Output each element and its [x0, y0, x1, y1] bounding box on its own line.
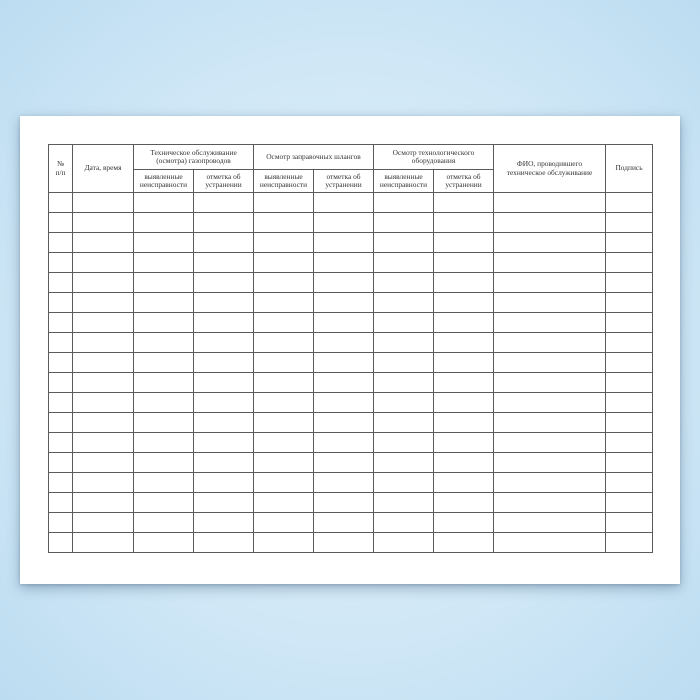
table-cell	[494, 433, 606, 453]
table-cell	[49, 413, 73, 433]
table-cell	[374, 273, 434, 293]
table-cell	[374, 233, 434, 253]
table-row	[49, 333, 653, 353]
table-cell	[194, 273, 254, 293]
table-cell	[606, 393, 653, 413]
table-cell	[134, 393, 194, 413]
table-cell	[314, 373, 374, 393]
table-cell	[374, 293, 434, 313]
table-cell	[49, 353, 73, 373]
header-number: № п/п	[49, 145, 73, 193]
table-cell	[134, 413, 194, 433]
table-cell	[134, 233, 194, 253]
table-row	[49, 533, 653, 553]
header-hose-inspection: Осмотр заправочных шлангов	[254, 145, 374, 170]
table-cell	[73, 313, 134, 333]
table-cell	[49, 433, 73, 453]
table-cell	[374, 333, 434, 353]
table-cell	[434, 233, 494, 253]
header-signature: Подпись	[606, 145, 653, 193]
table-cell	[254, 293, 314, 313]
table-cell	[374, 313, 434, 333]
table-cell	[314, 273, 374, 293]
table-cell	[194, 453, 254, 473]
table-cell	[134, 513, 194, 533]
table-cell	[73, 473, 134, 493]
table-cell	[494, 413, 606, 433]
table-cell	[314, 253, 374, 273]
table-cell	[314, 213, 374, 233]
table-cell	[73, 233, 134, 253]
table-cell	[134, 353, 194, 373]
table-row	[49, 433, 653, 453]
table-cell	[374, 453, 434, 473]
maintenance-log-table	[48, 144, 653, 553]
table-cell	[314, 193, 374, 213]
table-cell	[73, 333, 134, 353]
table-row	[49, 493, 653, 513]
table-cell	[134, 493, 194, 513]
table-cell	[254, 433, 314, 453]
table-cell	[494, 193, 606, 213]
table-cell	[606, 413, 653, 433]
table-cell	[73, 213, 134, 233]
table-cell	[254, 533, 314, 553]
table-cell	[254, 373, 314, 393]
table-cell	[314, 313, 374, 333]
table-cell	[606, 273, 653, 293]
table-cell	[194, 433, 254, 453]
table-row	[49, 293, 653, 313]
header-inspector-name: ФИО, проводившего техническое обслуживание	[494, 145, 606, 193]
table-cell	[494, 473, 606, 493]
table-cell	[49, 533, 73, 553]
table-cell	[494, 393, 606, 413]
table-cell	[494, 213, 606, 233]
table-cell	[434, 513, 494, 533]
table-cell	[606, 193, 653, 213]
table-cell	[374, 413, 434, 433]
table-cell	[314, 493, 374, 513]
table-cell	[606, 233, 653, 253]
table-cell	[194, 193, 254, 213]
table-cell	[49, 273, 73, 293]
table-cell	[254, 513, 314, 533]
table-cell	[194, 233, 254, 253]
table-cell	[494, 493, 606, 513]
table-cell	[194, 293, 254, 313]
table-cell	[494, 293, 606, 313]
table-cell	[494, 233, 606, 253]
table-cell	[314, 473, 374, 493]
table-cell	[194, 253, 254, 273]
table-cell	[494, 333, 606, 353]
table-cell	[434, 393, 494, 413]
table-cell	[434, 433, 494, 453]
table-cell	[434, 353, 494, 373]
table-cell	[434, 333, 494, 353]
table-cell	[374, 473, 434, 493]
table-cell	[314, 533, 374, 553]
table-cell	[606, 493, 653, 513]
table-cell	[73, 413, 134, 433]
table-cell	[314, 453, 374, 473]
table-cell	[606, 433, 653, 453]
table-cell	[254, 193, 314, 213]
table-cell	[434, 453, 494, 473]
table-row	[49, 413, 653, 433]
table-cell	[374, 353, 434, 373]
table-cell	[606, 293, 653, 313]
table-cell	[194, 393, 254, 413]
table-cell	[606, 213, 653, 233]
table-cell	[73, 453, 134, 473]
table-cell	[434, 373, 494, 393]
table-cell	[134, 273, 194, 293]
table-row	[49, 193, 653, 213]
table-cell	[434, 413, 494, 433]
table-cell	[49, 393, 73, 413]
table-cell	[606, 353, 653, 373]
table-cell	[73, 253, 134, 273]
table-cell	[194, 333, 254, 353]
table-cell	[434, 213, 494, 233]
table-cell	[434, 293, 494, 313]
table-cell	[254, 253, 314, 273]
table-cell	[254, 453, 314, 473]
table-cell	[314, 413, 374, 433]
table-cell	[49, 233, 73, 253]
table-row	[49, 213, 653, 233]
table-row	[49, 473, 653, 493]
table-cell	[254, 333, 314, 353]
table-cell	[49, 313, 73, 333]
table-row	[49, 273, 653, 293]
subheader-equipment-faults-found: выявленные неисправности	[374, 170, 434, 193]
table-cell	[254, 413, 314, 433]
table-cell	[374, 373, 434, 393]
table-cell	[134, 213, 194, 233]
table-cell	[494, 533, 606, 553]
table-cell	[254, 393, 314, 413]
table-cell	[606, 333, 653, 353]
table-cell	[49, 213, 73, 233]
table-cell	[134, 533, 194, 553]
table-cell	[314, 433, 374, 453]
table-cell	[194, 413, 254, 433]
table-cell	[374, 253, 434, 273]
table-cell	[494, 253, 606, 273]
table-cell	[49, 253, 73, 273]
table-cell	[194, 313, 254, 333]
table-cell	[494, 313, 606, 333]
table-cell	[73, 353, 134, 373]
table-cell	[73, 513, 134, 533]
table-cell	[73, 293, 134, 313]
table-cell	[254, 493, 314, 513]
table-row	[49, 313, 653, 333]
table-cell	[434, 253, 494, 273]
table-cell	[314, 353, 374, 373]
table-cell	[254, 313, 314, 333]
table-cell	[314, 233, 374, 253]
table-cell	[374, 493, 434, 513]
table-cell	[434, 193, 494, 213]
table-cell	[494, 373, 606, 393]
table-row	[49, 373, 653, 393]
table-cell	[434, 273, 494, 293]
table-cell	[73, 193, 134, 213]
table-cell	[254, 233, 314, 253]
subheader-hoses-fix-note: отметка об устранении	[314, 170, 374, 193]
table-cell	[374, 513, 434, 533]
table-cell	[134, 473, 194, 493]
table-cell	[254, 213, 314, 233]
table-cell	[374, 193, 434, 213]
form-sheet	[20, 116, 680, 584]
table-cell	[194, 213, 254, 233]
table-cell	[134, 453, 194, 473]
table-cell	[494, 273, 606, 293]
table-cell	[73, 393, 134, 413]
table-cell	[606, 453, 653, 473]
table-cell	[374, 533, 434, 553]
table-cell	[49, 293, 73, 313]
table-cell	[314, 393, 374, 413]
subheader-gas-fix-note: отметка об устранении	[194, 170, 254, 193]
table-cell	[606, 373, 653, 393]
table-row	[49, 393, 653, 413]
table-cell	[49, 493, 73, 513]
header-gas-pipeline-maintenance: Техническое обслуживание (осмотра) газопроводов	[134, 145, 254, 170]
subheader-gas-faults-found: выявленные неисправности	[134, 170, 194, 193]
table-cell	[134, 313, 194, 333]
table-cell	[494, 453, 606, 473]
table-cell	[73, 533, 134, 553]
table-cell	[49, 473, 73, 493]
table-cell	[606, 473, 653, 493]
table-cell	[73, 273, 134, 293]
header-row-main	[49, 145, 653, 170]
table-cell	[194, 353, 254, 373]
log-entries	[49, 193, 653, 553]
header-date-time: Дата, время	[73, 145, 134, 193]
table-cell	[194, 513, 254, 533]
table-cell	[134, 253, 194, 273]
table-cell	[494, 353, 606, 373]
table-cell	[194, 473, 254, 493]
table-row	[49, 513, 653, 533]
table-cell	[606, 533, 653, 553]
table-cell	[254, 273, 314, 293]
table-cell	[49, 373, 73, 393]
table-cell	[254, 353, 314, 373]
table-cell	[73, 493, 134, 513]
table-cell	[494, 513, 606, 533]
subheader-equipment-fix-note: отметка об устранении	[434, 170, 494, 193]
table-cell	[374, 433, 434, 453]
table-cell	[606, 513, 653, 533]
table-cell	[374, 213, 434, 233]
table-cell	[194, 493, 254, 513]
table-cell	[374, 393, 434, 413]
table-cell	[73, 373, 134, 393]
table-cell	[434, 493, 494, 513]
table-cell	[49, 513, 73, 533]
table-cell	[314, 333, 374, 353]
table-cell	[134, 333, 194, 353]
table-cell	[434, 533, 494, 553]
table-cell	[134, 293, 194, 313]
table-row	[49, 353, 653, 373]
table-cell	[134, 433, 194, 453]
table-cell	[49, 333, 73, 353]
header-equipment-inspection: Осмотр технологического оборудования	[374, 145, 494, 170]
table-cell	[49, 193, 73, 213]
table-cell	[606, 313, 653, 333]
table-cell	[434, 313, 494, 333]
table-cell	[434, 473, 494, 493]
table-cell	[254, 473, 314, 493]
table-cell	[606, 253, 653, 273]
table-cell	[134, 373, 194, 393]
table-cell	[194, 373, 254, 393]
subheader-hoses-faults-found: выявленные неисправности	[254, 170, 314, 193]
table-cell	[314, 293, 374, 313]
table-cell	[134, 193, 194, 213]
table-row	[49, 253, 653, 273]
table-row	[49, 233, 653, 253]
table-cell	[194, 533, 254, 553]
table-cell	[314, 513, 374, 533]
table-cell	[49, 453, 73, 473]
table-row	[49, 453, 653, 473]
table-cell	[73, 433, 134, 453]
